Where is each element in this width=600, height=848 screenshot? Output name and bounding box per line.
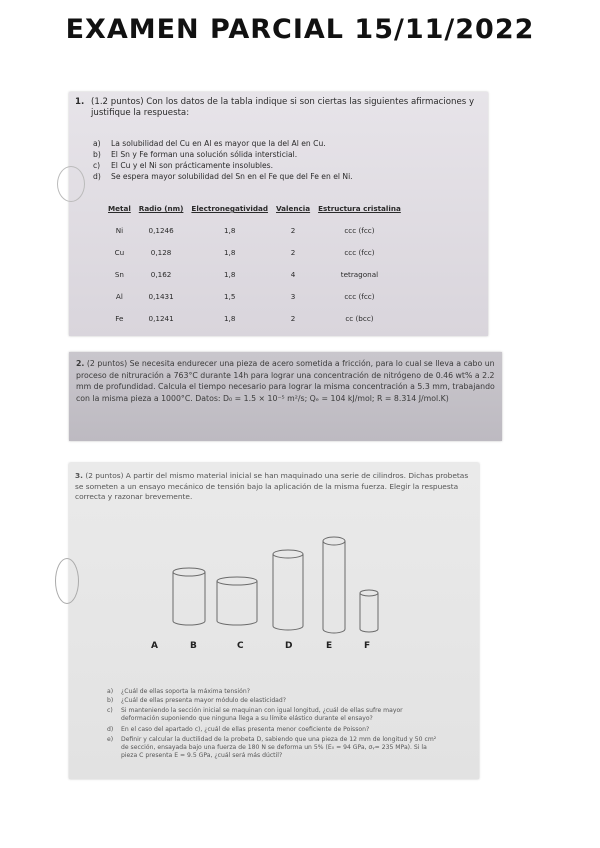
cell-structure: ccc (fcc)	[344, 247, 375, 257]
q1-option-d-letter: d)	[93, 172, 101, 181]
cylinder-d	[273, 550, 303, 630]
cell-valence: 2	[290, 225, 296, 235]
cell-electronegativity: 1,8	[223, 247, 236, 257]
q3-option-a: ¿Cuál de ellas soporta la máxima tensión?	[121, 688, 250, 695]
table-row	[104, 285, 405, 307]
question-3-text: (2 puntos) A partir del mismo material inicial se han maquinado una serie de cilindros. Dichas probetas se someten a un ensayo mecánico de tensión bajo la aplicación de la misma fuerza. Elegir la respuesta correcta y razonar brevemente.	[75, 471, 469, 501]
cylinder-label-c: C	[237, 641, 244, 651]
cell-metal: Ni	[115, 225, 124, 235]
q1-option-d: Se espera mayor solubilidad del Sn en el Fe que del Fe en el Ni.	[111, 172, 353, 181]
cell-metal: Al	[115, 291, 123, 301]
table-row	[104, 219, 405, 241]
cylinder-c	[217, 577, 257, 625]
metals-table	[104, 204, 405, 329]
cylinder-e	[323, 537, 345, 633]
cell-structure: ccc (fcc)	[344, 225, 375, 235]
q1-option-a-letter: a)	[93, 139, 101, 148]
cell-metal: Cu	[114, 247, 125, 257]
question-2-text: (2 puntos) Se necesita endurecer una pieza de acero sometida a fricción, para lo cual se lleva a cabo un proceso de nitruración a 763°C durante 14h para lograr una concentración de nitrógeno de 0.46 wt% a 2.2 mm de profundidad. Calcula el tiempo necesario para lograr la misma concentración a 5.3 mm, trabajando con la misma pieza a 1000°C. Datos: D₀ = 1.5 × 10⁻⁵ m²/s; Qₑ = 104 kJ/mol; R = 8.314 J/mol.K)	[76, 359, 495, 403]
q3-option-c: Si manteniendo la sección inicial se maquinan con igual longitud, ¿cuál de ellas sufre mayor deformación suponiendo que ninguna llega a su límite elástico durante el ensayo?	[121, 707, 403, 723]
header-valence: Valencia	[276, 204, 311, 213]
q3-option-b-letter: b)	[107, 697, 114, 704]
exam-title: EXAMEN PARCIAL 15/11/2022	[65, 14, 535, 45]
cell-structure: tetragonal	[340, 269, 379, 279]
question-2-photo	[69, 352, 502, 441]
question-3-photo	[69, 463, 479, 779]
question-1-text: (1.2 puntos) Con los datos de la tabla indique si son ciertas las siguientes afirmaciones y justifique la respuesta:	[91, 97, 475, 118]
cylinder-label-b: B	[190, 641, 197, 651]
question-3-number: 3.	[75, 471, 83, 480]
cell-metal: Fe	[115, 313, 124, 323]
question-2-block	[76, 358, 496, 404]
cell-structure: ccc (fcc)	[344, 291, 375, 301]
table-row	[104, 307, 405, 329]
cell-radius: 0,162	[150, 269, 172, 279]
q3-option-d: En el caso del apartado c), ¿cuál de ellas presenta menor coeficiente de Poisson?	[121, 726, 370, 733]
cell-valence: 2	[290, 313, 296, 323]
cell-valence: 3	[290, 291, 296, 301]
q1-option-c: El Cu y el Ni son prácticamente insolubles.	[111, 161, 274, 170]
cell-electronegativity: 1,8	[223, 313, 236, 323]
cell-metal: Sn	[114, 269, 124, 279]
cell-radius: 0,1241	[148, 313, 174, 323]
cell-radius: 0,1246	[148, 225, 174, 235]
cylinder-f	[360, 590, 378, 632]
cylinder-a	[173, 568, 205, 625]
cylinder-label-e: E	[326, 641, 333, 651]
q1-option-c-letter: c)	[93, 161, 101, 170]
q3-option-a-letter: a)	[107, 688, 114, 695]
question-1-photo	[69, 92, 488, 336]
cell-valence: 2	[290, 247, 296, 257]
question-2-number: 2.	[76, 359, 85, 368]
q3-option-e: Definir y calcular la ductilidad de la probeta D, sabiendo que una pieza de 12 mm de longitud y 50 cm² de sección, ensayada bajo una fuerza de 180 N se deforma un 5% (E₀ = 94 GPa, σᵧ= 235 MPa). Si la pieza C presenta E = 9.5 GPa, ¿cuál será más dúctil?	[121, 736, 437, 760]
q3-option-d-letter: d)	[107, 726, 114, 733]
pencil-mark	[57, 166, 85, 202]
header-radius: Radio (nm)	[138, 204, 184, 213]
table-row	[104, 263, 405, 285]
header-metal: Metal	[108, 204, 131, 213]
q1-option-a: La solubilidad del Cu en Al es mayor que la del Al en Cu.	[111, 139, 326, 148]
cylinder-label-d: D	[285, 641, 293, 651]
cell-radius: 0,128	[150, 247, 172, 257]
cell-electronegativity: 1,5	[223, 291, 236, 301]
cell-electronegativity: 1,8	[223, 269, 236, 279]
q3-option-e-letter: e)	[107, 736, 114, 743]
q1-option-b-letter: b)	[93, 150, 101, 159]
header-structure: Estructura cristalina	[318, 204, 401, 213]
cell-electronegativity: 1,8	[223, 225, 236, 235]
cylinder-label-a: A	[151, 641, 158, 651]
q3-option-c-letter: c)	[107, 707, 113, 714]
header-electronegativity: Electronegatividad	[191, 204, 269, 213]
cell-radius: 0,1431	[148, 291, 174, 301]
cylinder-label-f: F	[364, 641, 371, 651]
table-header-row	[104, 204, 405, 219]
question-1-number: 1.	[75, 97, 85, 107]
cell-structure: cc (bcc)	[345, 313, 374, 323]
q3-option-b: ¿Cuál de ellas presenta mayor módulo de elasticidad?	[121, 697, 287, 704]
q1-option-b: El Sn y Fe forman una solución sólida intersticial.	[111, 150, 298, 159]
table-row	[104, 241, 405, 263]
cell-valence: 4	[290, 269, 296, 279]
